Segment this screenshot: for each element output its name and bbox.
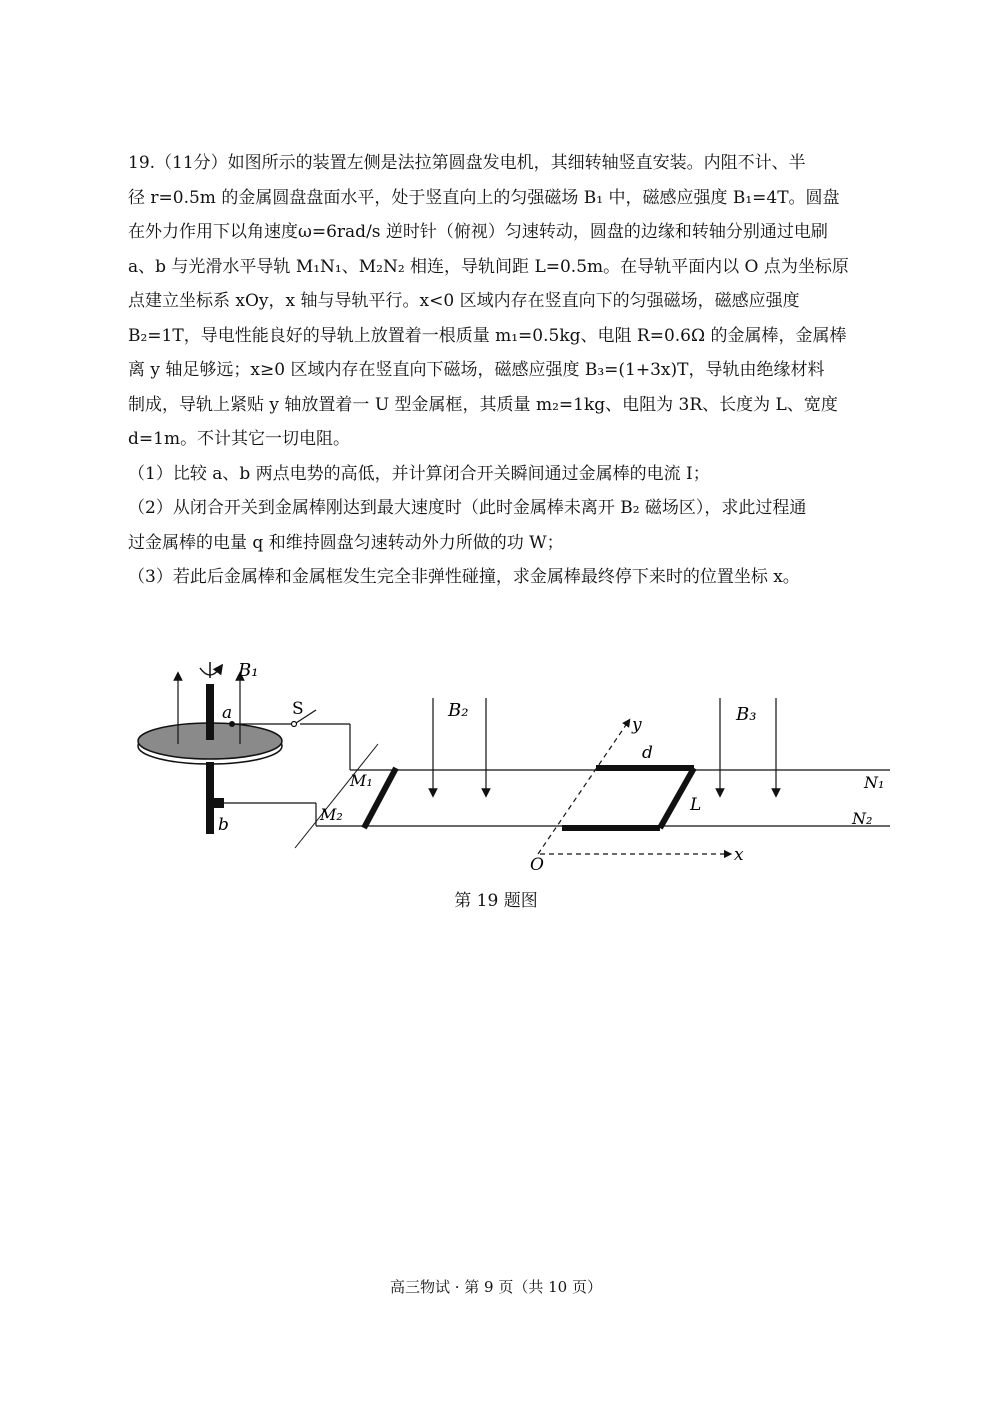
page-footer: 高三物试 · 第 9 页（共 10 页） — [389, 1278, 602, 1296]
label-s: S — [292, 699, 304, 719]
problem-line: B₂=1T，导电性能良好的导轨上放置着一根质量 m₁=0.5kg、电阻 R=0.6Ω 的金属棒，金属棒 — [128, 325, 847, 346]
u-frame — [562, 768, 694, 828]
label-n1: N₁ — [864, 773, 885, 792]
label-b2: B₂ — [448, 700, 469, 721]
label-m1: M₁ — [350, 771, 373, 790]
problem-line: 径 r=0.5m 的金属圆盘盘面水平，处于竖直向上的匀强磁场 B₁ 中，磁感应强度 B₁=4T。圆盘 — [128, 187, 840, 208]
label-y: y — [632, 715, 642, 735]
problem-line: 离 y 轴足够远；x≥0 区域内存在竖直向下磁场，磁感应强度 B₃=(1+3x)T，导轨由绝缘材料 — [128, 360, 825, 380]
problem-line: 19.（11分）如图所示的装置左侧是法拉第圆盘发电机，其细转轴竖直安装。内阻不计、半 — [128, 153, 806, 173]
sub-question-2-cont: 过金属棒的电量 q 和维持圆盘匀速转动外力所做的功 W； — [128, 532, 564, 553]
label-l: L — [690, 795, 702, 815]
label-n2: N₂ — [852, 809, 873, 828]
problem-line: d=1m。不计其它一切电阻。 — [128, 429, 351, 449]
figure-caption: 第 19 题图 — [454, 891, 538, 911]
label-b1: B₁ — [238, 660, 259, 681]
label-o: O — [530, 855, 544, 875]
label-b: b — [218, 815, 229, 835]
label-m2: M₂ — [320, 805, 343, 824]
label-b3: B₃ — [736, 704, 757, 725]
figure-19 — [120, 648, 900, 878]
problem-line: 点建立坐标系 xOy，x 轴与导轨平行。x<0 区域内存在竖直向下的匀强磁场，磁感应强度 — [128, 291, 800, 311]
sub-question-2: （2）从闭合开关到金属棒刚达到最大速度时（此时金属棒未离开 B₂ 磁场区），求此过程通 — [128, 498, 807, 518]
sub-question-1: （1）比较 a、b 两点电势的高低，并计算闭合开关瞬间通过金属棒的电流 I； — [128, 463, 710, 484]
y-axis — [538, 722, 628, 854]
problem-19 — [128, 146, 898, 595]
problem-line: 在外力作用下以角速度ω=6rad/s 逆时针（俯视）匀速转动，圆盘的边缘和转轴分别通过电刷 — [128, 222, 828, 242]
label-x: x — [734, 845, 744, 865]
problem-line: a、b 与光滑水平导轨 M₁N₁、M₂N₂ 相连，导轨间距 L=0.5m。在导轨平面内以 O 点为坐标原 — [128, 256, 849, 277]
label-a: a — [222, 703, 233, 723]
sub-question-3: （3）若此后金属棒和金属框发生完全非弹性碰撞，求金属棒最终停下来时的位置坐标 x。 — [128, 567, 800, 587]
problem-line: 制成，导轨上紧贴 y 轴放置着一 U 型金属框，其质量 m₂=1kg、电阻为 3R、长度为 L、宽度 — [128, 394, 838, 415]
apparatus-diagram — [120, 648, 900, 878]
rail-end-line — [295, 744, 378, 848]
label-d: d — [642, 743, 653, 763]
wire-b — [224, 803, 316, 826]
